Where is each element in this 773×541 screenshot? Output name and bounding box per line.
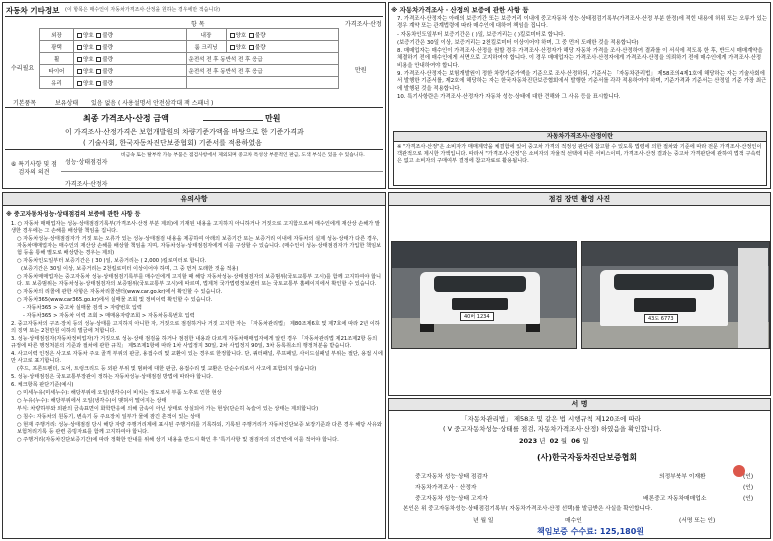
position-options: 운전석 전 후 동반석 전 후 응급 <box>186 65 339 77</box>
basis-line-1: 이 가격조사·산정가격은 보험개발원의 차량기준가액을 바탕으로 한 기준가격과 <box>65 128 304 136</box>
final-amount-label: 최종 가격조사·산정 금액 <box>83 114 169 123</box>
list-item: ○ 미세누유(미세누수): 해당부위에 오일(냉각수)이 비치는 정도로서 부품 노후로 인한 현상 <box>17 390 222 396</box>
section-subtitle: (이 항목은 매수인이 자동차가격조사·산정을 원하는 경우에만 적습니다) <box>65 7 221 13</box>
date-month: 02 <box>549 437 559 445</box>
checkbox[interactable] <box>230 33 235 38</box>
appraiser-row-label: 가격조사·산정자 <box>65 181 108 188</box>
guarantee-fee: 책임보증 수수료: 125,180원 <box>537 527 645 536</box>
list-item: ○ 침수: 자동차의 원동기, 변속기 등 주요장치 일부가 물에 잠긴 흔적이 있는 상태 <box>17 414 201 420</box>
notifier-name: 배론중고 자동차매매업소 <box>643 496 707 502</box>
paragraph-7a: - 자동차인도일부터 보증기간은 ( )일, 보증거리는 ( )킬로미터로 합니다. <box>397 31 566 38</box>
checkbox[interactable] <box>96 81 101 86</box>
list-item: ○ 자동차성능·상태점검자가 거짓 또는 오류가 있는 성능·상태점검 내용을 제공하여 아래의 보증기간 또는 보증거리 이내에 자동차의 실제 성능·상태가 다른 경우, 자동차매매업자는 매수인의 재산상 손해를 배상할 책임을 지며, 자동차성능·상태점검자에게 이를 구상할 수 있습니다. (매수인이 성능·상태점검자가 가입한 책임보험 등을 통해 별도로 배상받는 경우는 제외) <box>17 236 382 256</box>
notice-subtitle: ※ 중고자동차성능·상태점검의 보증에 관한 사항 등 <box>6 211 141 218</box>
list-item: 3. 성능·상태점검자(자동차정비업자)가 거짓으로 성능·상태 점검을 하거나 점검한 내용과 다르게 자동차매매업자에게 알린 경우 「자동차관리법 제21조제2항 등의 규정에 따른 행정처분의 기준과 절차에 관한 규칙」 제5조제1항에 따라 1차 사업정지 30일, 2차 사업정지 90일, 3차 등록취소의 행정처분을 받습니다. <box>11 336 378 349</box>
final-amount-field[interactable] <box>203 120 263 121</box>
appraiser-label: 자동차가격조사 · 산정자 <box>415 485 477 491</box>
final-amount-unit: 만원 <box>265 114 281 123</box>
table-row: 외장 양호 불량 내장 양호 불량 <box>40 29 339 41</box>
section-title: 자동차 기타정보 <box>6 6 60 15</box>
repair-group-label: 수리필요 <box>11 65 35 72</box>
list-item: ○ 현재 주행거리: 성능·상태점검 당시 해당 자량 주행거리계에 표시된 주행거리를 기록하되, 기록된 주행거리가 자동차진단보증 보장기준과 다른 경우 해당 사유와 보험처리기록 등 관련 증빙자료를 함께 고지하여야 합니다. <box>17 422 382 435</box>
checkbox[interactable] <box>230 45 235 50</box>
row-name: 광택 <box>40 41 74 53</box>
section-title: ※ 자동차가격조사 · 산정의 보증에 관한 사항 등 <box>391 6 529 14</box>
inspector-opinion: 비금속 또는 탈부착 가능 부품은 점검사항에서 제외되며 중고차 특성상 부분적인 판금, 도색 부식은 있을 수 있습니다. <box>121 153 365 158</box>
list-item: - 자동차365 > 자동차 이력 조회 > 매매용자량조회 > 자동차등록번호 입력 <box>23 313 195 319</box>
checkbox[interactable] <box>249 45 254 50</box>
list-item: ○ 주행거리(자동차진단보증기간)에 따라 정확한 안내를 위해 상기 내용을 반드시 확인 후 '특기사항 및 점검자의 의견'란에 이를 적어야 합니다. <box>17 437 339 443</box>
paragraph-8: 8. 매매업자는 매수인이 가격조사·산정을 원할 경우 가격조사·산정자가 해당 자동차 가격을 조사·산정하여 결과를 이 서식에 적도록 한 후, 반드시 매매계약을 체결하기 전에 매수인에게 서면으로 고지하여야 합니다. 이 경우 매매업자는 가격조사·산정자에게 가격조사·산정을 의뢰하기 전에 매수인에게 가격조사·산정 비용을 안내하여야 합니다. <box>397 48 763 69</box>
opinion-label: ⑥ 특기사항 및 점검자의 의견 <box>11 161 57 176</box>
receipt-date: 년 월 일 <box>473 518 494 524</box>
notifier-label: 중고자동차 성능·상태 고지자 <box>415 496 488 502</box>
list-item: 6. 체크항목 판단기준(예시) <box>11 382 74 388</box>
inspector-row-label: 성능·상태점검자 <box>65 159 108 166</box>
row-name: 타이어 <box>40 65 74 77</box>
paragraph-9: 9. 가격조사·산정자는 보험개발원이 정한 차량기준가액을 기준으로 조사·산정하되, 기준서는 「자동차관리법」 제58조의4제1호에 해당하는 자는 기술사회에서 발행한 기준서를, 제2호에 해당하는 자는 한국자동차진단보증협회에서 발행한 기준서를 각각 적용하여야 하며, 기준가격과 기준서는 산정일 기준 가장 최근에 발행된 것을 적용합니다. <box>397 71 767 92</box>
paragraph-7b: (보증기간은 30일 이상, 보증거리는 2천킬로미터 이상이어야 하며, 그 중 먼저 도래한 것을 적용합니다) <box>397 39 639 46</box>
list-item: (보증기간은 30일 이상, 보증거리는 2천킬로미터 이상이어야 하며, 그 중 먼저 도래한 것을 적용) <box>21 266 239 272</box>
right-inspection-photo <box>581 241 770 349</box>
receipt-line: 본인은 위 중고자동차성능·상태점검기록부( 자동차가격조사·산정 선택)를 발급받은 사실을 확인합니다. <box>403 506 653 512</box>
left-inspection-photo <box>391 241 577 349</box>
list-item: 2. 중고자동차의 구조·장치 등의 성능·상태를 고지하지 아니한 자, 거짓으로 점검하거나 거짓 고지한 자는 「자동차관리법」 제80조제6호 및 제7호에 따라 2년 이하의 징역 또는 2천만원 이하의 벌금에 처합니다. <box>11 321 380 334</box>
position-options: 운전석 전 후 동반석 전 후 응급 <box>186 53 339 65</box>
checkbox[interactable] <box>249 33 254 38</box>
inspector-label: 중고자동차 성능·상태 점검자 <box>415 474 488 480</box>
repair-table <box>39 28 339 89</box>
receipt-sign: (서명 또는 인) <box>679 518 716 524</box>
checkbox[interactable] <box>77 81 82 86</box>
list-item: 1. ○ 자동차 매매업자는 성능·상태점검기록부(가격조사·산정 부분 제외)에 기재된 내용을 고지하지 아니하거나 거짓으로 고지함으로써 매수인에게 재산상 손해가 발생한 경우에는 그 손해를 배상할 책임을 집니다. <box>11 221 380 234</box>
checkbox[interactable] <box>96 57 101 62</box>
notice-list <box>11 221 383 445</box>
table-row: 광택 양호 불량 룸 크리닝 양호 불량 <box>40 41 339 53</box>
list-item: ○ 자동차매매업자는 중고자동차 성능·상태점검기록부를 매수인에게 고지할 때 해당 자동차성능·상태점검자의 보증범위(국토교통부 고시)를 함께 고지하여야 합니다. 또 보증범위는 자동차성능·상태점검자의 보증범위(국토교통부 고시)에 따르며, 법제처 국가법령정보센터 또는 국토교통부 홈페이지에서 확인할 수 있습니다. <box>17 274 382 287</box>
receipt-role: 매수인 <box>565 518 582 524</box>
signature-date: 2023 년 02 월 06 일 <box>519 437 589 445</box>
item-column-header: 항 목 <box>191 21 205 28</box>
date-year: 2023 <box>519 437 538 445</box>
basic-items-label: 기본품목 <box>13 100 37 107</box>
row-name: 내장 <box>186 29 226 41</box>
list-item: ○ 자동차의 리콜에 관한 사항은 자동차리콜센터(www.car.go.kr)에서 확인할 수 있습니다. <box>17 289 223 295</box>
basic-items-sub: 보유상태 <box>55 100 79 107</box>
photo-title: 점검 장면 촬영 사진 <box>389 193 770 206</box>
row-name: 룸 크리닝 <box>186 41 226 53</box>
checkbox[interactable] <box>77 45 82 50</box>
list-item: 5. 성능·상태점검은 국토교통부장관이 정하는 자동차성능·상태점검 방법에 따라야 합니다. <box>11 374 213 380</box>
paragraph-10: 10. 특기사항란은 가격조사·산정자가 자동차 성능·상태에 대한 견해와 그 사유 등을 표시합니다. <box>397 93 621 100</box>
definition-box <box>393 131 767 186</box>
date-day: 06 <box>571 437 581 445</box>
list-item: 부식: 차량하부와 외판의 금속표면이 화학반응에 의해 금속이 아닌 상태로 상실되어 가는 현상(단순히 녹슬어 있는 상태는 제외합니다) <box>17 406 319 412</box>
notifier-sign: (인) <box>743 496 754 502</box>
row-name: 휠 <box>40 53 74 65</box>
checkbox[interactable] <box>77 33 82 38</box>
list-item: ○ 자동차365(www.car365.go.kr)에서 실매물 조회 및 정비이력 확인할 수 있습니다. <box>17 297 213 303</box>
price-column-header: 가격조사·산정 <box>345 21 382 28</box>
inspector-sign: (인) <box>743 474 754 480</box>
inspector-name: 의정부북부 이재환 <box>659 474 706 480</box>
row-name: 유리 <box>40 77 74 89</box>
basic-items-options: 있음 없음 ( 사용설명서 안전삼각대 잭 스패너 ) <box>91 100 214 107</box>
list-item: 4. 사고이력 인정은 사고로 자동차 주요 골격 부위의 판금, 용접수리 및 교환이 있는 경우로 한정합니다. 단, 쿼터패널, 루프패널, 사이드실패널 부위는 절단, 용접 시에만 사고로 표기합니다. <box>11 351 383 364</box>
list-item: ○ 자동차인도일부터 보증기간은 ( 30 )일, 보증거리는 ( 2,000 )킬로미터로 합니다. <box>17 258 207 264</box>
definition-title: 자동차가격조사·산정이란 <box>394 132 766 142</box>
issuing-organization: (사)한국자동차진단보증협회 <box>537 453 638 462</box>
paragraph-7: 7. 가격조사·산정자는 아래의 보증기간 또는 보증거리 이내에 중고자동차 성능·상태점검기록부(가격조사·산정 부분 한정)에 적힌 내용에 허위 또는 오류가 있는 경우 계약 또는 관계법령에 따라 매수인에 대하여 책임을 집니다. <box>397 16 767 30</box>
appraiser-sign: (인) <box>743 485 754 491</box>
table-row: 유리 양호 불량 <box>40 77 339 89</box>
law-line-1: 「자동차관리법」 제58조 및 같은 법 시행규칙 제120조에 따라 <box>461 415 641 423</box>
checkbox[interactable] <box>96 33 101 38</box>
list-item: ○ 누유(누수): 해당부위에서 오일(냉각수)이 맺혀서 떨어지는 상태 <box>17 398 167 404</box>
license-plate: 40버 1234 <box>460 312 494 321</box>
table-row: 휠 양호 불량 운전석 전 후 동반석 전 후 응급 <box>40 53 339 65</box>
checkbox[interactable] <box>77 69 82 74</box>
price-guarantee-section <box>388 2 771 189</box>
stamp-icon <box>733 465 745 477</box>
definition-text: ※ "가격조사·산정"은 소비자가 매매계약을 체결함에 있어 중고차 가격의 적정성 판단에 참고할 수 있도록 법령에 의한 절차와 기준에 따라 전문 가격조사·산정인이 객관적으로 제시한 가액입니다. 따라서 "가격조사·산정"은 소비자의 자율적 선택에 따른 서비스이며, 가격조사·산정 결과는 중고차 가격판단에 관하여 법적 구속력은 없고 소비자의 구매여부 결정에 참고자료로 활용됩니다. <box>397 144 762 164</box>
photo-section <box>388 192 771 396</box>
notice-title: 유의사항 <box>3 193 385 206</box>
basis-line-2: ( 기술사회, 한국자동차진단보증협회) 기준서를 적용하였음 <box>83 139 262 147</box>
notice-section <box>2 192 386 539</box>
checkbox[interactable] <box>96 69 101 74</box>
price-unit: 만원 <box>355 67 367 74</box>
signature-title: 서 명 <box>389 399 770 411</box>
row-name: 외장 <box>40 29 74 41</box>
checkbox[interactable] <box>96 45 101 50</box>
license-plate: 43도 6773 <box>644 314 678 323</box>
list-item: - 자동차365 > 중고차 실매물 검색 > 자량번호 입력 <box>23 305 142 311</box>
checkbox[interactable] <box>77 57 82 62</box>
law-line-2: ( V 중고자동차성능·상태를 점검, 자동차가격조사·산정) 하였음을 확인합니다. <box>443 425 662 433</box>
vehicle-info-section <box>2 2 386 189</box>
signature-section <box>388 398 771 539</box>
list-item: (후드, 프론트펜더, 도어, 트렁크리드 등 외판 부위 및 범퍼에 대한 판금, 용접수리 및 교환은 단순수리로서 사고에 포함되지 않습니다) <box>17 366 317 372</box>
table-row: 타이어 양호 불량 운전석 전 후 동반석 전 후 응급 <box>40 65 339 77</box>
